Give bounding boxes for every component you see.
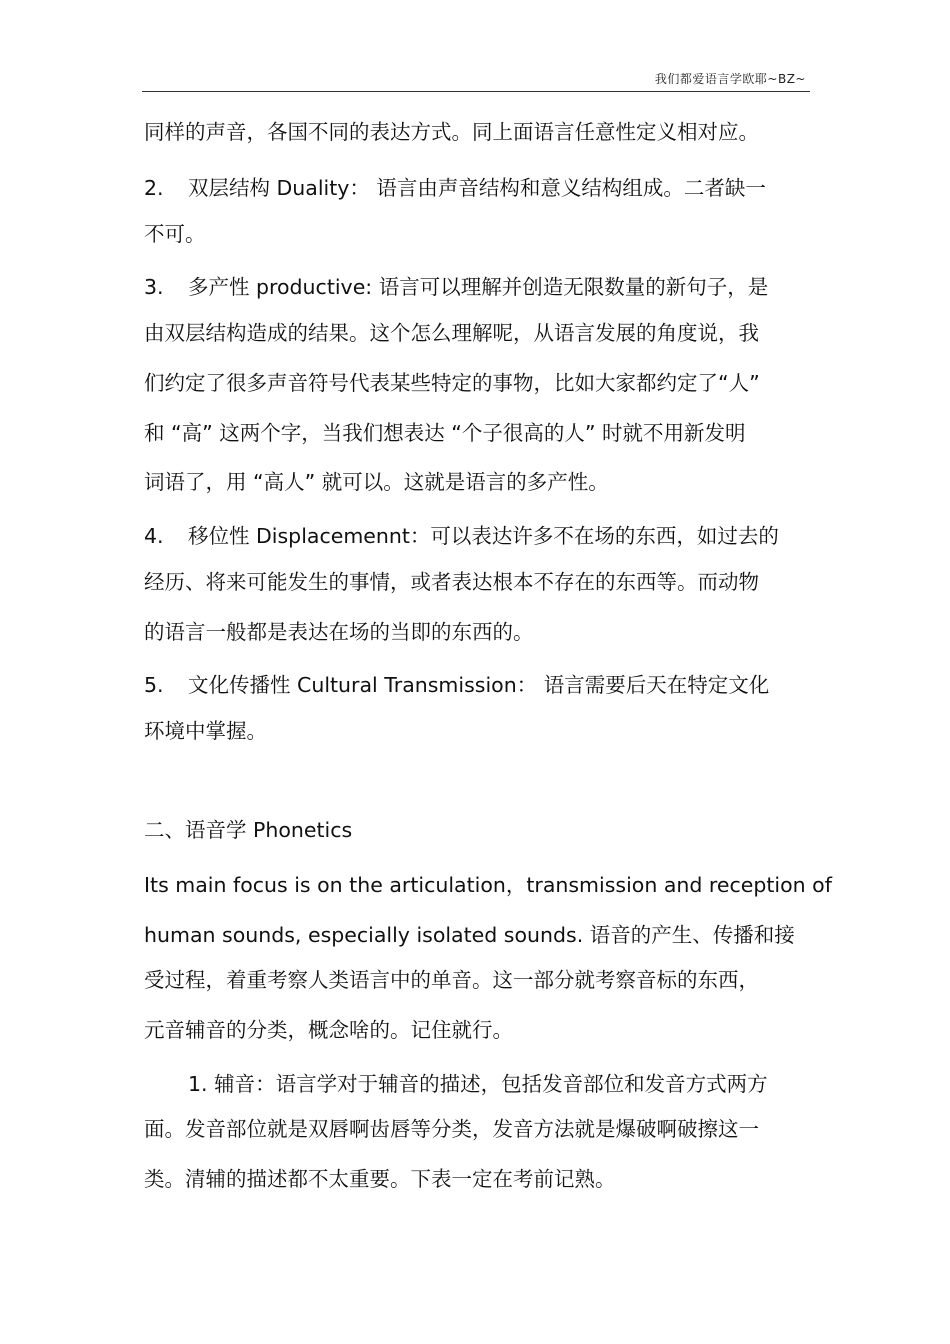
list-item-3 — [144, 273, 768, 301]
text-line: 移位性 Displacemennt：可以表达许多不在场的东西，如过去的 — [188, 524, 779, 548]
running-header: 我们都爱语言学欧耶~BZ~ — [654, 72, 806, 86]
list-item-consonant: 1. 辅音：语言学对于辅音的描述，包括发音部位和发音方式两方 — [188, 1072, 768, 1096]
header-rule — [142, 91, 810, 92]
section-heading: 二、语音学 Phonetics — [144, 818, 353, 842]
text-line: 和 “高” 这两个字，当我们想表达 “个子很高的人” 时就不用新发明 — [144, 421, 746, 445]
text-line: 同样的声音，各国不同的表达方式。同上面语言任意性定义相对应。 — [144, 120, 759, 144]
list-number: 4. — [144, 524, 164, 548]
text-line: 类。清辅的描述都不太重要。下表一定在考前记熟。 — [144, 1167, 616, 1191]
list-number: 3. — [144, 275, 164, 299]
text-line: 由双层结构造成的结果。这个怎么理解呢，从语言发展的角度说，我 — [144, 321, 759, 345]
text-line: 不可。 — [144, 222, 206, 246]
text-line: 面。发音部位就是双唇啊齿唇等分类，发音方法就是爆破啊破擦这一 — [144, 1117, 759, 1141]
text-line: 经历、将来可能发生的事情，或者表达根本不存在的东西等。而动物 — [144, 570, 759, 594]
text-line: 的语言一般都是表达在场的当即的东西的。 — [144, 620, 534, 644]
text-line: 多产性 productive: 语言可以理解并创造无限数量的新句子，是 — [188, 275, 769, 299]
text-line: 们约定了很多声音符号代表某些特定的事物，比如大家都约定了“人” — [144, 371, 760, 395]
list-number: 5. — [144, 673, 164, 697]
text-line: 环境中掌握。 — [144, 719, 267, 743]
text-line: 文化传播性 Cultural Transmission： 语言需要后天在特定文化 — [188, 673, 770, 697]
text-line: human sounds, especially isolated sounds. 语音的产生、传播和接 — [144, 923, 795, 947]
list-number: 2. — [144, 176, 164, 200]
list-item-5 — [144, 671, 769, 699]
text-line: 元音辅音的分类，概念啥的。记住就行。 — [144, 1018, 513, 1042]
text-line: 词语了，用 “高人” 就可以。这就是语言的多产性。 — [144, 470, 609, 494]
text-line: Its main focus is on the articulation，transmission and reception of — [144, 873, 832, 897]
list-item-2 — [144, 174, 766, 202]
list-item-4 — [144, 522, 779, 550]
text-line: 受过程，着重考察人类语言中的单音。这一部分就考察音标的东西， — [144, 968, 759, 992]
text-line: 双层结构 Duality： 语言由声音结构和意义结构组成。二者缺一 — [188, 176, 766, 200]
